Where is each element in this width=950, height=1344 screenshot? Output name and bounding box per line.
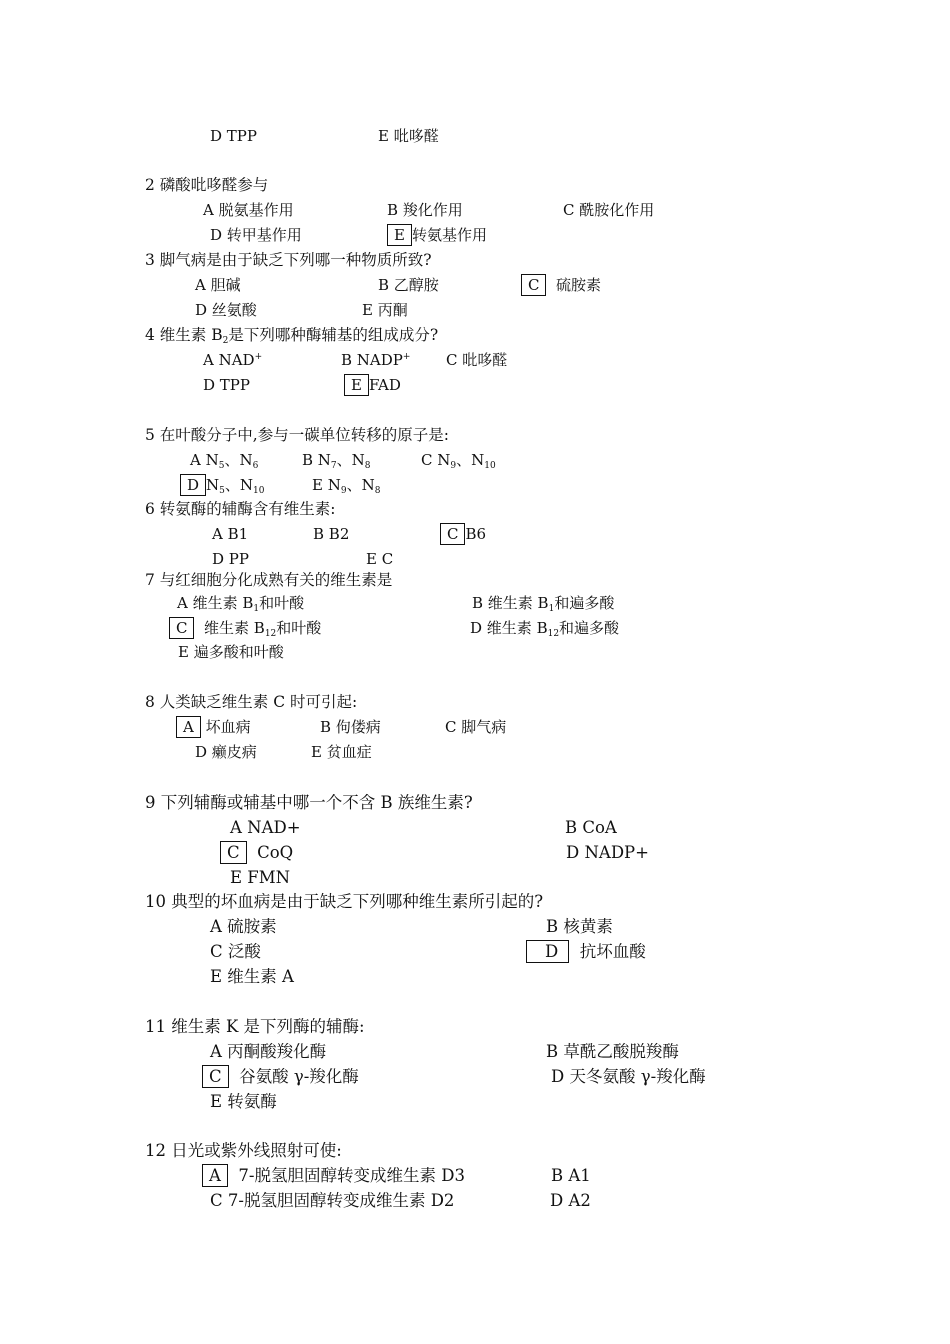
q10-option-d: D 抗坏血酸	[526, 944, 646, 961]
q7-option-c: C 维生素 $B_{12}$和叶酸	[169, 621, 321, 639]
q4-option-d: D TPP	[203, 376, 250, 394]
q4-stem: 4 维生素 $B_2$是下列哪种酶辅基的组成成分?	[145, 326, 439, 346]
q6-answer-box: C	[440, 523, 465, 545]
q7-option-b: B 维生素 $B_1$和遍多酸	[472, 594, 615, 614]
q7-option-e: E 遍多酸和叶酸	[178, 643, 284, 661]
q3-option-a: A 胆碱	[195, 276, 241, 294]
q4-option-b: B NADP+	[341, 351, 411, 369]
q9-option-e: E FMN	[230, 868, 291, 887]
q3-option-b: B 乙醇胺	[378, 276, 439, 294]
q4-answer-box: E	[344, 374, 369, 396]
q11-answer-box: C	[202, 1065, 229, 1088]
q5-answer-box: D	[180, 474, 206, 496]
q9-stem: 9 下列辅酶或辅基中哪一个不含 B 族维生素?	[145, 793, 473, 812]
q3-option-d: D 丝氨酸	[195, 301, 257, 319]
q6-option-b: B B2	[313, 525, 350, 543]
q7-stem: 7 与红细胞分化成熟有关的维生素是	[145, 571, 393, 589]
q6-option-d: D PP	[212, 550, 249, 568]
q12-option-b: B A1	[551, 1166, 591, 1185]
q5-option-d: D $N_5$、$N_{10}$	[180, 478, 264, 496]
q10-option-e: E 维生素 A	[210, 967, 294, 986]
q10-option-a: A 硫胺素	[210, 917, 277, 936]
q7-option-d: D 维生素 $B_{12}$和遍多酸	[470, 619, 620, 639]
q2-option-c: C 酰胺化作用	[563, 201, 655, 219]
q10-stem: 10 典型的坏血病是由于缺乏下列哪种维生素所引起的?	[145, 892, 544, 911]
q7-option-a: A 维生素 $B_1$和叶酸	[177, 594, 305, 614]
q11-option-b: B 草酰乙酸脱羧酶	[546, 1042, 679, 1061]
q10-answer-box: D	[526, 940, 569, 963]
q6-stem: 6 转氨酶的辅酶含有维生素:	[145, 500, 336, 518]
q3-option-e: E 丙酮	[362, 301, 408, 319]
q2-option-b: B 羧化作用	[387, 201, 463, 219]
q2-option-a: A 脱氨基作用	[203, 201, 294, 219]
q5-option-a: A $N_5$、$N_6$	[190, 451, 259, 471]
q11-option-e: E 转氨酶	[210, 1092, 277, 1111]
q9-option-a: A NAD+	[230, 818, 301, 837]
q2-answer-box: E	[387, 224, 412, 246]
q3-option-c: C 硫胺素	[521, 278, 601, 293]
q11-option-d: D 天冬氨酸 γ-羧化酶	[551, 1067, 706, 1086]
q6-option-a: A B1	[212, 525, 249, 543]
q3-stem: 3 脚气病是由于缺乏下列哪一种物质所致?	[145, 251, 432, 269]
q8-option-e: E 贫血症	[311, 743, 372, 761]
q5-option-e: E $N_9$、$N_8$	[312, 476, 381, 496]
q4-option-a: A NAD+	[203, 351, 263, 369]
q12-option-d: D A2	[550, 1191, 591, 1210]
q10-option-b: B 核黄素	[546, 917, 613, 936]
q9-option-d: D NADP+	[566, 843, 649, 862]
q8-stem: 8 人类缺乏维生素 C 时可引起:	[145, 693, 358, 711]
q4-option-e: E FAD	[344, 378, 401, 393]
q9-option-b: B CoA	[565, 818, 617, 837]
q8-option-b: B 佝偻病	[320, 718, 381, 736]
q5-option-c: C $N_9$、$N_{10}$	[421, 451, 496, 471]
q12-answer-box: A	[202, 1164, 228, 1187]
q8-option-d: D 癞皮病	[195, 743, 257, 761]
q11-option-a: A 丙酮酸羧化酶	[210, 1042, 327, 1061]
q2-option-e: E 转氨基作用	[387, 228, 487, 243]
q2-option-d: D 转甲基作用	[210, 226, 302, 244]
q8-answer-box: A	[176, 716, 201, 738]
q5-option-b: B $N_7$、$N_8$	[302, 451, 371, 471]
q1-option-d: D TPP	[210, 127, 257, 145]
q8-option-a: A 坏血病	[176, 720, 251, 735]
q8-option-c: C 脚气病	[445, 718, 507, 736]
q11-option-c: C 谷氨酸 γ-羧化酶	[202, 1069, 359, 1086]
q3-answer-box: C	[521, 274, 546, 296]
q10-option-c: C 泛酸	[210, 942, 261, 961]
q9-option-c: C CoQ	[220, 845, 293, 862]
q1-option-e: E 吡哆醛	[378, 127, 439, 145]
q6-option-e: E C	[366, 550, 394, 568]
q11-stem: 11 维生素 K 是下列酶的辅酶:	[145, 1017, 365, 1036]
q5-stem: 5 在叶酸分子中,参与一碳单位转移的原子是:	[145, 426, 449, 444]
q12-option-c: C 7-脱氢胆固醇转变成维生素 D2	[210, 1191, 455, 1210]
q12-option-a: A 7-脱氢胆固醇转变成维生素 D3	[202, 1168, 465, 1185]
q12-stem: 12 日光或紫外线照射可使:	[145, 1141, 342, 1160]
q7-answer-box: C	[169, 617, 194, 639]
q9-answer-box: C	[220, 841, 247, 864]
q4-option-c: C 吡哆醛	[446, 351, 508, 369]
q6-option-c: C B6	[440, 527, 486, 542]
q2-stem: 2 磷酸吡哆醛参与	[145, 176, 269, 194]
